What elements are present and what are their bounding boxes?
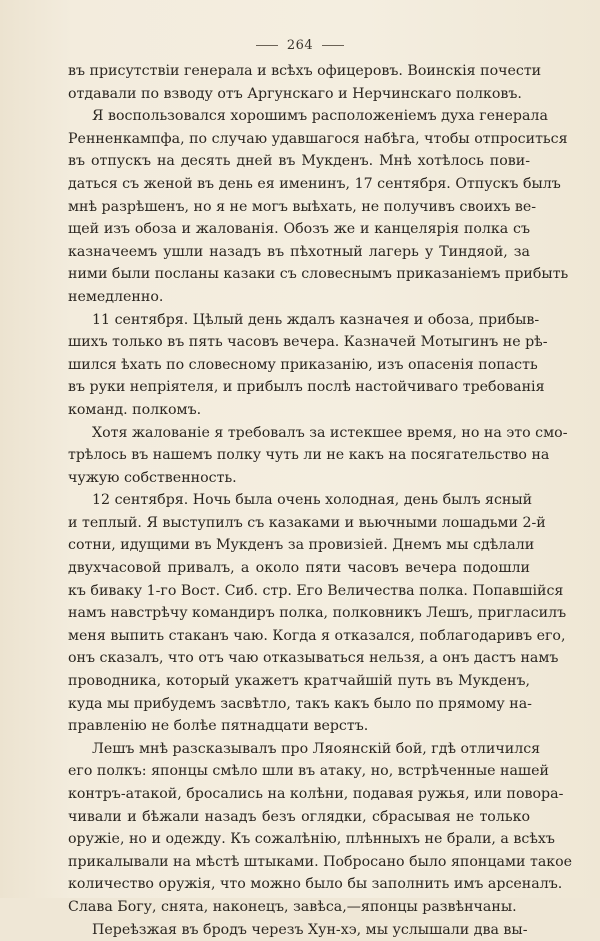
text-line: двухчасовой привалъ, а около пяти часовъ вечера подошли bbox=[68, 560, 530, 577]
text-line: команд. полкомъ. bbox=[68, 401, 202, 418]
text-line: въ руки непріятеля, и прибылъ послѣ настойчиваго требованія bbox=[68, 379, 545, 396]
text-line: оружіе, но и одежду. Къ сожалѣнію, плѣнныхъ не брали, а всѣхъ bbox=[68, 831, 555, 848]
text-line: его полкъ: японцы смѣло шли въ атаку, но, встрѣченные нашей bbox=[68, 763, 549, 780]
text-line: 11 сентября. Цѣлый день ждалъ казначея и обоза, прибыв- bbox=[92, 311, 540, 328]
text-line: и теплый. Я выступилъ съ казаками и вьючными лошадьми 2-й bbox=[68, 514, 546, 531]
text-line: Лешъ мнѣ разсказывалъ про Ляоянскій бой, гдѣ отличился bbox=[92, 740, 541, 757]
text-line: намъ навстрѣчу командиръ полка, полковникъ Лешъ, пригласилъ bbox=[68, 605, 567, 622]
text-line: въ присутствіи генерала и всѣхъ офицеровъ. Воинскія почести bbox=[68, 63, 542, 79]
paragraph bbox=[68, 60, 542, 105]
text-line: казначеемъ ушли назадъ въ пѣхотный лагерь у Тиндяой, за bbox=[68, 243, 530, 260]
text-line: немедленно. bbox=[68, 288, 164, 305]
text-line: Переѣзжая въ бродъ черезъ Хун-хэ, мы услышали два вы- bbox=[92, 921, 528, 938]
text-line: трѣлось въ нашемъ полку чуть ли не какъ на посягательство на bbox=[68, 447, 550, 464]
text-line: проводника, который укажетъ кратчайшій путь въ Мукденъ, bbox=[68, 673, 530, 690]
text-line: отдавали по взводу отъ Аргунскаго и Нерчинскаго полковъ. bbox=[68, 85, 522, 102]
text-line: сотни, идущими въ Мукденъ за провизіей. Днемъ мы сдѣлали bbox=[68, 537, 535, 554]
text-line: Ренненкампфа, по случаю удавшагося набѣга, чтобы отпроситься bbox=[68, 130, 568, 147]
left-ornament-rule bbox=[256, 45, 278, 46]
text-line: щей изъ обоза и жалованія. Обозъ же и канцелярія полка съ bbox=[68, 221, 530, 238]
text-line: шихъ только въ пять часовъ вечера. Казначей Мотыгинъ не рѣ- bbox=[68, 334, 548, 351]
text-line: онъ сказалъ, что отъ чаю отказываться нельзя, а онъ дастъ намъ bbox=[68, 650, 559, 667]
text-line: шился ѣхать по словесному приказанію, изъ опасенія попасть bbox=[68, 356, 538, 373]
paragraph bbox=[68, 919, 530, 941]
text-line: Слава Богу, снята, наконецъ, завѣса,—японцы развѣнчаны. bbox=[68, 898, 517, 915]
text-line: меня выпить стаканъ чаю. Когда я отказался, поблагодаривъ его, bbox=[68, 627, 566, 644]
text-line: прикалывали на мѣстѣ штыками. Побросано было японцами такое bbox=[68, 853, 573, 870]
text-line: даться съ женой въ день ея именинъ, 17 сентября. Отпускъ былъ bbox=[68, 175, 561, 192]
paragraph bbox=[68, 738, 573, 919]
page-number: 264 bbox=[286, 38, 314, 53]
text-line: количество оружія, что можно было бы заполнить имъ арсеналъ. bbox=[68, 876, 563, 893]
text-line: контръ-атакой, бросались на колѣни, подавая ружья, или поворa- bbox=[68, 786, 564, 802]
text-line: правленію не болѣе пятнадцати верстъ. bbox=[68, 718, 369, 735]
text-line: Я воспользовался хорошимъ расположеніемъ духа генерала bbox=[92, 108, 548, 125]
text-line: въ отпускъ на десять дней въ Мукденъ. Мнѣ хотѣлось пови- bbox=[68, 153, 530, 170]
text-line: куда мы прибудемъ засвѣтло, такъ какъ было по прямому на- bbox=[68, 695, 532, 712]
text-line: къ биваку 1-го Вост. Сиб. стр. Его Величества полка. Попавшійся bbox=[68, 582, 564, 599]
text-line: Хотя жалованіе я требовалъ за истекшее время, но на это смо- bbox=[92, 424, 568, 441]
text-line: чужую собственность. bbox=[68, 469, 237, 486]
body-text bbox=[68, 60, 573, 941]
text-line: чивали и бѣжали назадъ безъ оглядки, сбрасывая не только bbox=[68, 808, 530, 825]
paragraph bbox=[68, 309, 548, 422]
text-line: мнѣ разрѣшенъ, но я не могъ выѣхать, не получивъ своихъ ве- bbox=[68, 198, 537, 215]
paragraph bbox=[68, 105, 569, 308]
text-line: ними были посланы казаки съ словеснымъ приказаніемъ прибыть bbox=[68, 266, 569, 283]
paragraph bbox=[68, 422, 568, 490]
text-line: 12 сентября. Ночь была очень холодная, день былъ ясный bbox=[92, 492, 533, 509]
paragraph bbox=[68, 489, 567, 738]
running-head bbox=[0, 38, 600, 53]
right-ornament-rule bbox=[322, 45, 344, 46]
